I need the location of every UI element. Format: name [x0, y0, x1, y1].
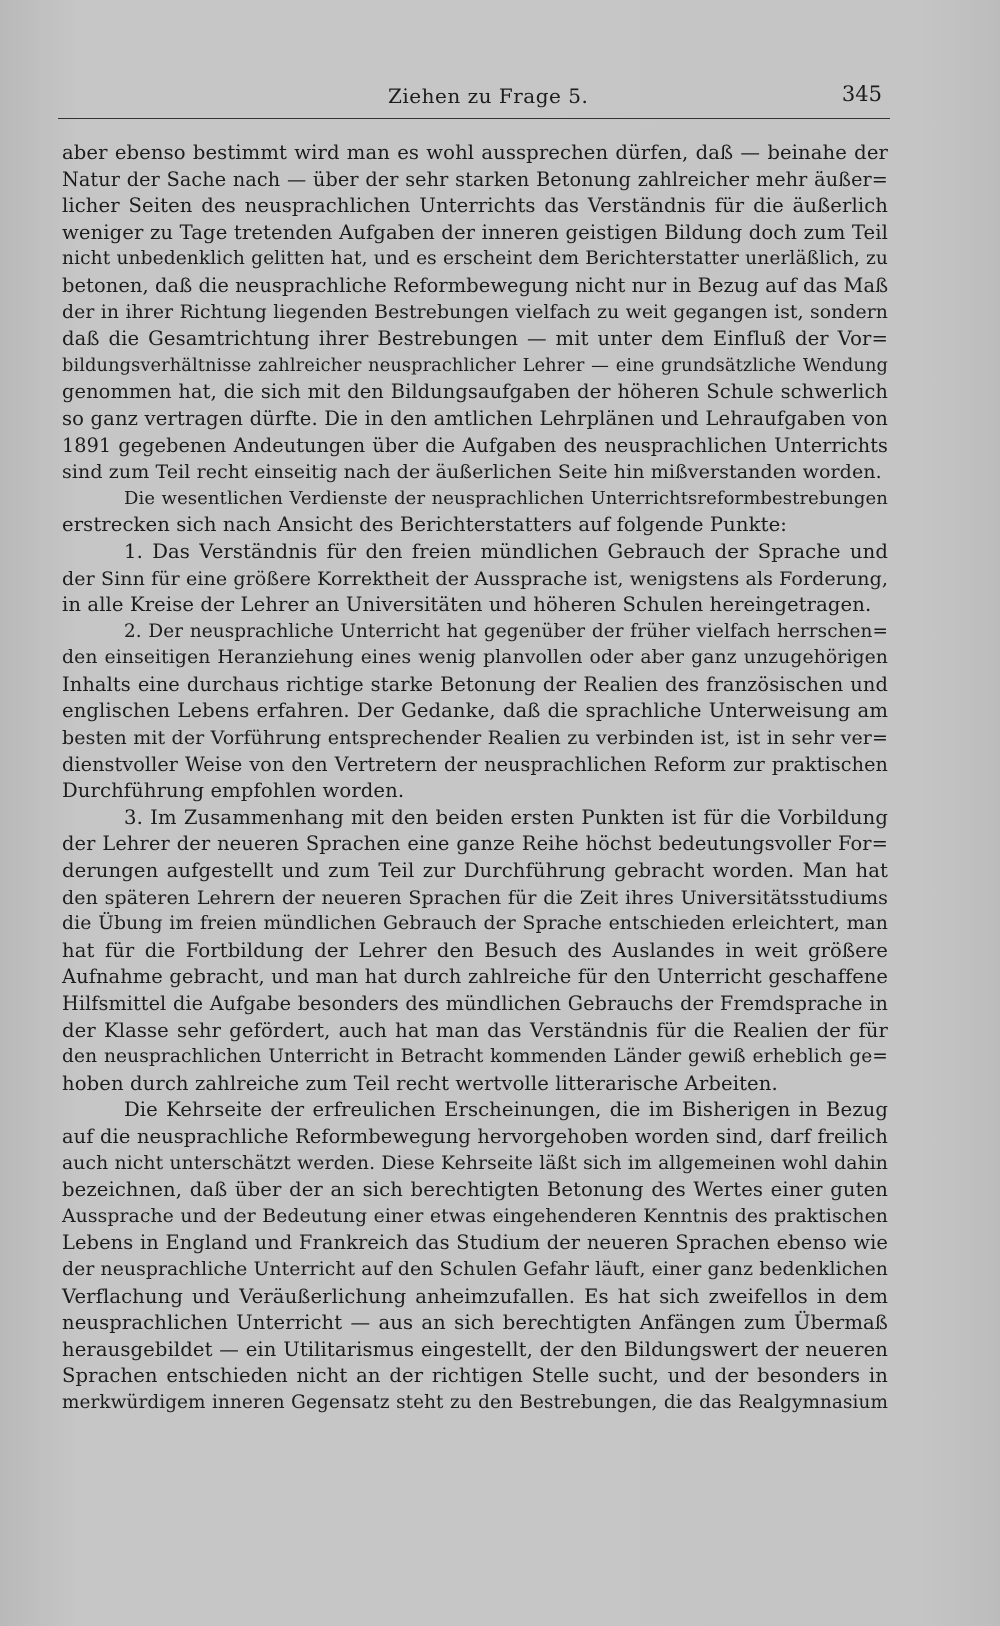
text-line: in alle Kreise der Lehrer an Universitäten und höheren Schulen hereingetragen.: [62, 593, 872, 617]
text-line: englischen Lebens erfahren. Der Gedanke, daß die sprachliche Unterweisung am: [62, 699, 888, 723]
text-line: Die Kehrseite der erfreulichen Erscheinungen, die im Bisherigen in Bezug: [124, 1098, 888, 1122]
text-line: auf die neusprachliche Reformbewegung hervorgehoben worden sind, darf freilich: [62, 1124, 888, 1148]
text-line: genommen hat, die sich mit den Bildungsaufgaben der höheren Schule schwerlich: [62, 380, 888, 404]
text-line: bezeichnen, daß über der an sich berechtigten Betonung des Wertes einer guten: [62, 1178, 888, 1202]
text-line: besten mit der Vorführung entsprechender Realien zu verbinden ist, ist in sehr ver=: [62, 727, 888, 750]
text-line: hat für die Fortbildung der Lehrer den Besuch des Auslandes in weit größere: [62, 938, 888, 962]
text-line: Aussprache und der Bedeutung einer etwas eingehenderen Kenntnis des praktischen: [62, 1205, 888, 1227]
text-line: 1891 gegebenen Andeutungen über die Aufgaben des neusprachlichen Unterrichts: [62, 433, 888, 457]
text-line: Inhalts eine durchaus richtige starke Betonung der Realien des französischen und: [62, 672, 888, 696]
text-line: neusprachlichen Unterricht — aus an sich berechtigten Anfängen zum Übermaß: [62, 1311, 888, 1335]
text-line: die Übung im freien mündlichen Gebrauch der Sprache entschieden erleichtert, man: [62, 913, 888, 935]
page-header: [58, 78, 890, 119]
text-line: 1. Das Verständnis für den freien mündlichen Gebrauch der Sprache und: [124, 539, 888, 563]
text-line: Lebens in England und Frankreich das Studium der neueren Sprachen ebenso wie: [62, 1231, 888, 1255]
text-line: den einseitigen Heranziehung eines wenig planvollen oder aber ganz unzugehörigen: [62, 647, 888, 669]
page-number: 345: [841, 82, 882, 106]
text-line: Natur der Sache nach — über der sehr starken Betonung zahlreicher mehr äußer=: [62, 167, 888, 191]
text-line: hoben durch zahlreiche zum Teil recht wertvolle litterarische Arbeiten.: [62, 1071, 778, 1095]
text-line: herausgebildet — ein Utilitarismus eingestellt, der den Bildungswert der neueren: [62, 1337, 888, 1361]
text-line: merkwürdigem inneren Gegensatz steht zu den Bestrebungen, die das Realgymnasium: [62, 1391, 888, 1413]
text-line: der Lehrer der neueren Sprachen eine ganze Reihe höchst bedeutungsvoller For=: [62, 832, 888, 856]
text-line: Verflachung und Veräußerlichung anheimzufallen. Es hat sich zweifellos in dem: [62, 1284, 888, 1308]
body-text: [62, 140, 888, 1417]
text-line: dienstvoller Weise von den Vertretern der neusprachlichen Reform zur praktischen: [62, 752, 888, 776]
text-line: nicht unbedenklich gelitten hat, und es erscheint dem Berichterstatter unerläßlich, zu: [62, 248, 888, 270]
text-line: betonen, daß die neusprachliche Reformbewegung nicht nur in Bezug auf das Maß: [62, 273, 889, 297]
text-line: der in ihrer Richtung liegenden Bestrebungen vielfach zu weit gegangen ist, sondern: [62, 301, 888, 323]
text-line: Hilfsmittel die Aufgabe besonders des mündlichen Gebrauchs der Fremdsprache in: [62, 992, 888, 1015]
text-line: der neusprachliche Unterricht auf den Schulen Gefahr läuft, einer ganz bedenklichen: [62, 1258, 888, 1280]
text-line: aber ebenso bestimmt wird man es wohl aussprechen dürfen, daß — beinahe der: [62, 141, 888, 164]
text-line: der Klasse sehr gefördert, auch hat man das Verständnis für die Realien der für: [62, 1018, 888, 1042]
text-line: derungen aufgestellt und zum Teil zur Durchführung gebracht worden. Man hat: [62, 859, 888, 883]
text-line: licher Seiten des neusprachlichen Unterrichts das Verständnis für die äußerlich: [62, 194, 888, 218]
text-line: auch nicht unterschätzt werden. Diese Kehrseite läßt sich im allgemeinen wohl dahin: [62, 1152, 888, 1174]
text-line: 2. Der neusprachliche Unterricht hat gegenüber der früher vielfach herrschen=: [124, 620, 888, 642]
text-line: so ganz vertragen dürfte. Die in den amtlichen Lehrplänen und Lehraufgaben von: [62, 406, 888, 430]
text-line: den neusprachlichen Unterricht in Betracht kommenden Länder gewiß erheblich ge=: [62, 1046, 888, 1068]
text-line: sind zum Teil recht einseitig nach der äußerlichen Seite hin mißverstanden worden.: [62, 461, 882, 484]
text-line: Sprachen entschieden nicht an der richtigen Stelle sucht, und der besonders in: [62, 1364, 888, 1388]
running-head: Ziehen zu Frage 5.: [388, 84, 589, 108]
text-line: den späteren Lehrern der neueren Sprachen für die Zeit ihres Universitätsstudiums: [62, 886, 888, 909]
text-line: bildungsverhältnisse zahlreicher neusprachlicher Lehrer — eine grundsätzliche Wendung: [62, 354, 888, 376]
text-line: daß die Gesamtrichtung ihrer Bestrebungen — mit unter dem Einfluß der Vor=: [62, 327, 888, 351]
text-line: Aufnahme gebracht, und man hat durch zahlreiche für den Unterricht geschaffene: [62, 965, 888, 989]
text-line: der Sinn für eine größere Korrektheit der Aussprache ist, wenigstens als Forderung,: [62, 567, 888, 590]
text-line: weniger zu Tage tretenden Aufgaben der inneren geistigen Bildung doch zum Teil: [62, 220, 888, 244]
text-line: 3. Im Zusammenhang mit den beiden ersten Punkten ist für die Vorbildung: [124, 805, 888, 829]
text-line: erstrecken sich nach Ansicht des Berichterstatters auf folgende Punkte:: [62, 513, 787, 537]
text-line: Durchführung empfohlen worden.: [62, 779, 405, 803]
text-line: Die wesentlichen Verdienste der neusprachlichen Unterrichtsreformbestrebungen: [124, 487, 888, 509]
